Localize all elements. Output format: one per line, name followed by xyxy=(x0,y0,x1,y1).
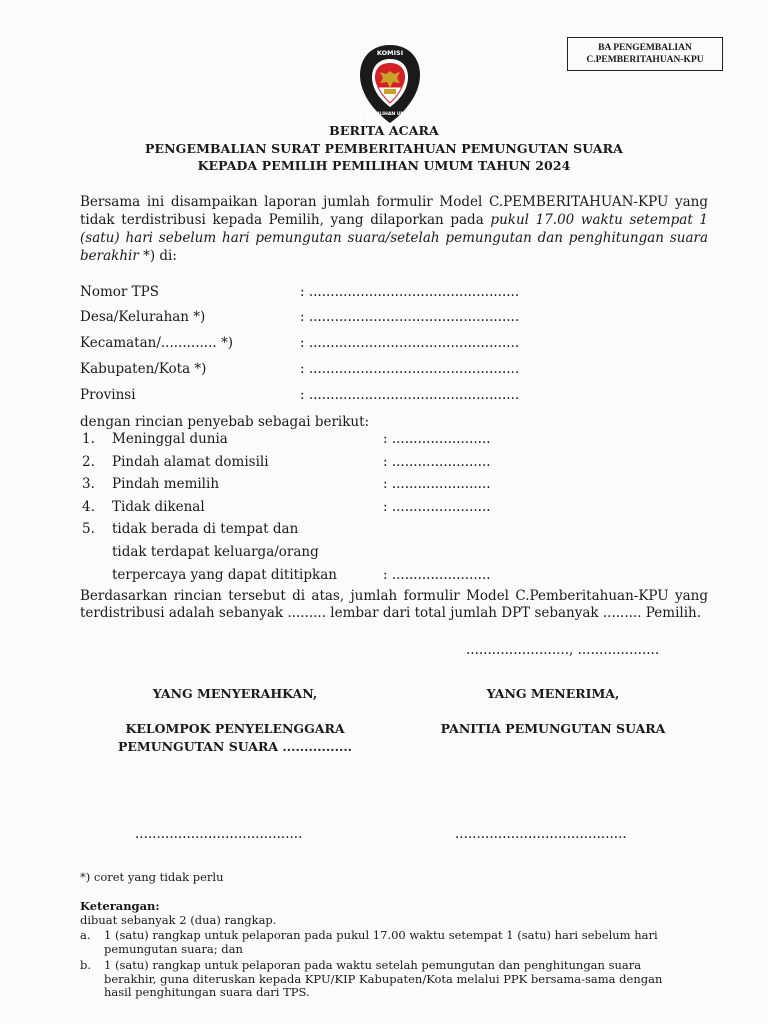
reason-number: 2. xyxy=(82,454,95,470)
intro-text-2: *) di: xyxy=(138,248,177,264)
reason-text: Pindah alamat domisili xyxy=(112,454,269,470)
field-value-kecamatan[interactable]: : ................................................. xyxy=(300,335,520,351)
svg-text:PEMILIHAN UMUM: PEMILIHAN UMUM xyxy=(366,112,414,117)
notes-heading: Keterangan: xyxy=(80,899,160,913)
field-value-tps[interactable]: : ................................................. xyxy=(300,284,520,300)
kpu-logo-icon xyxy=(356,43,424,125)
note-mark: a. xyxy=(80,928,91,942)
intro-text-1: Bersama ini disampaikan laporan jumlah formulir Model C.PEMBERITAHUAN-KPU yang tidak terdistribusi kepada Pemilih, yang dilaporkan pada xyxy=(80,194,708,228)
left-org-line2: PEMUNGUTAN SUARA ................ xyxy=(117,739,353,754)
reason-value[interactable]: : ....................... xyxy=(383,454,491,470)
reason-value[interactable]: : ....................... xyxy=(383,567,491,583)
place-date-line[interactable]: ........................, ................... xyxy=(466,642,660,658)
left-org-line1: KELOMPOK PENYELENGGARA xyxy=(125,721,345,736)
right-signature-line[interactable]: ........................................ xyxy=(455,826,627,842)
reason-number: 5. xyxy=(82,521,95,537)
reason-number: 4. xyxy=(82,499,95,515)
reasons-intro: dengan rincian penyebab sebagai berikut: xyxy=(80,414,370,430)
reason-text-line2: tidak terdapat keluarga/orang xyxy=(112,544,319,560)
left-role: YANG MENYERAHKAN, xyxy=(152,686,318,701)
form-code-badge xyxy=(567,37,723,71)
reason-text-line1: tidak berada di tempat dan xyxy=(112,521,299,537)
reason-text-line3: terpercaya yang dapat dititipkan xyxy=(112,567,337,583)
left-signature-line[interactable]: ....................................... xyxy=(135,826,303,842)
reason-text: Meninggal dunia xyxy=(112,431,228,447)
field-value-desa[interactable]: : ................................................. xyxy=(300,309,520,325)
field-label-desa: Desa/Kelurahan *) xyxy=(80,309,206,325)
field-label-kecamatan: Kecamatan/............. *) xyxy=(80,335,233,351)
right-role: YANG MENERIMA, xyxy=(486,686,620,701)
right-org: PANITIA PEMUNGUTAN SUARA xyxy=(440,721,666,736)
form-code-line2: C.PEMBERITAHUAN-KPU xyxy=(586,55,704,65)
field-label-tps: Nomor TPS xyxy=(80,284,159,300)
reason-value[interactable]: : ....................... xyxy=(383,476,491,492)
reason-text: Tidak dikenal xyxy=(112,499,205,515)
footnote: *) coret yang tidak perlu xyxy=(80,870,224,884)
reason-number: 3. xyxy=(82,476,95,492)
note-text: 1 (satu) rangkap untuk pelaporan pada pukul 17.00 waktu setempat 1 (satu) hari sebelum hari pemungutan suara; dan xyxy=(104,928,658,956)
notes-intro: dibuat sebanyak 2 (dua) rangkap. xyxy=(80,913,277,927)
doc-title-line1: BERITA ACARA xyxy=(329,123,439,138)
reason-value[interactable]: : ....................... xyxy=(383,431,491,447)
intro-text-italic: pukul 17.00 waktu setempat 1 (satu) hari sebelum hari pemungutan suara/setelah pemungutan dan penghitungan suara berakhir xyxy=(80,212,708,264)
doc-title-line3: KEPADA PEMILIH PEMILIHAN UMUM TAHUN 2024 xyxy=(197,158,571,173)
summary-paragraph: Berdasarkan rincian tersebut di atas, jumlah formulir Model C.Pemberitahuan-KPU yang terdistribusi adalah sebanyak ......... lembar dari total jumlah DPT sebanyak ......... Pemilih. xyxy=(80,588,708,621)
note-mark: b. xyxy=(80,958,92,972)
reason-value[interactable]: : ....................... xyxy=(383,499,491,515)
field-label-provinsi: Provinsi xyxy=(80,387,136,403)
svg-text:KOMISI: KOMISI xyxy=(376,49,404,57)
field-value-kabupaten[interactable]: : ................................................. xyxy=(300,361,520,377)
field-value-provinsi[interactable]: : ................................................. xyxy=(300,387,520,403)
reason-text: Pindah memilih xyxy=(112,476,220,492)
note-text: 1 (satu) rangkap untuk pelaporan pada waktu setelah pemungutan dan penghitungan suara berakhir, guna diteruskan kepada KPU/KIP Kabupaten/Kota melalui PPK bersama-sama dengan hasil penghitungan suara dari TPS. xyxy=(104,958,663,999)
reason-number: 1. xyxy=(82,431,95,447)
intro-paragraph xyxy=(80,193,708,265)
field-label-kabupaten: Kabupaten/Kota *) xyxy=(80,361,207,377)
form-code-line1: BA PENGEMBALIAN xyxy=(598,43,692,53)
doc-title-line2: PENGEMBALIAN SURAT PEMBERITAHUAN PEMUNGUTAN SUARA xyxy=(145,141,623,156)
